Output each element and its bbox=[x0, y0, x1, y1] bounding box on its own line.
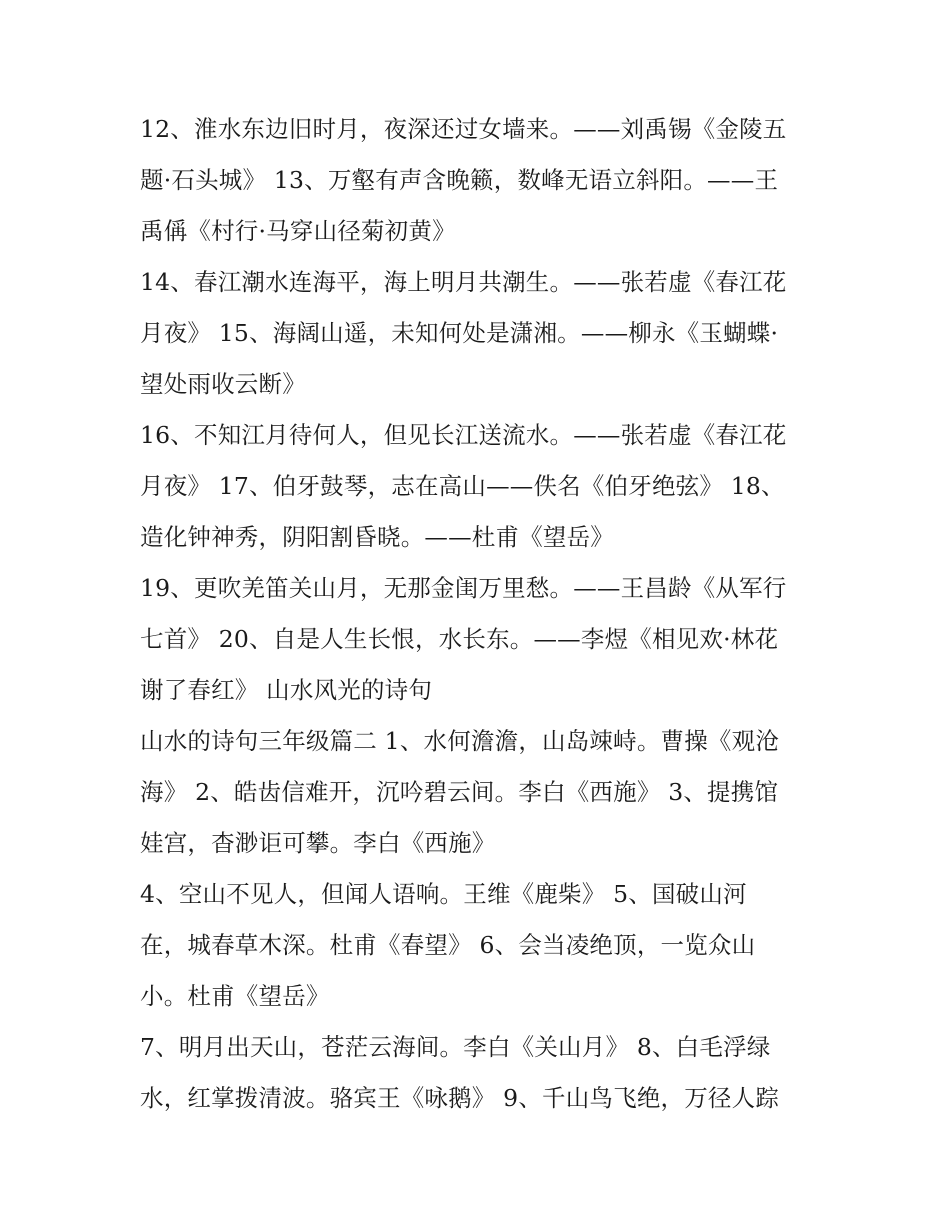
text-line: 14、春江潮水连海平，海上明月共潮生。——张若虚《春江花 bbox=[140, 268, 787, 296]
text-line: 谢了春红》 山水风光的诗句 bbox=[140, 676, 433, 704]
text-line: 4、空山不见人，但闻人语响。王维《鹿柴》 5、国破山河 bbox=[140, 880, 747, 908]
text-line: 题·石头城》 13、万壑有声含晚籁，数峰无语立斜阳。——王 bbox=[140, 166, 779, 194]
text-line: 望处雨收云断》 bbox=[140, 370, 306, 398]
text-line: 山水的诗句三年级篇二 1、水何澹澹，山岛竦峙。曹操《观沧 bbox=[140, 727, 780, 755]
text-line: 水，红掌拨清波。骆宾王《咏鹅》 9、千山鸟飞绝，万径人踪 bbox=[140, 1084, 780, 1112]
text-line: 16、不知江月待何人，但见长江送流水。——张若虚《春江花 bbox=[140, 421, 787, 449]
text-line: 月夜》 17、伯牙鼓琴，志在高山——佚名《伯牙绝弦》 18、 bbox=[140, 472, 785, 500]
text-line: 在，城春草木深。杜甫《春望》 6、会当凌绝顶，一览众山 bbox=[140, 931, 756, 959]
text-line: 7、明月出天山，苍茫云海间。李白《关山月》 8、白毛浮绿 bbox=[140, 1033, 771, 1061]
text-line: 娃宫，杳渺讵可攀。李白《西施》 bbox=[140, 829, 496, 857]
text-line: 小。杜甫《望岳》 bbox=[140, 982, 330, 1010]
text-line: 海》 2、皓齿信难开，沉吟碧云间。李白《西施》 3、提携馆 bbox=[140, 778, 779, 806]
document-body bbox=[140, 104, 820, 1124]
text-line: 12、淮水东边旧时月，夜深还过女墙来。——刘禹锡《金陵五 bbox=[140, 115, 787, 143]
text-line: 七首》 20、自是人生长恨，水长东。——李煜《相见欢·林花 bbox=[140, 625, 779, 653]
text-line: 19、更吹羌笛关山月，无那金闺万里愁。——王昌龄《从军行 bbox=[140, 574, 787, 602]
text-line: 造化钟神秀，阴阳割昏晓。——杜甫《望岳》 bbox=[140, 523, 614, 551]
text-line: 禹偁《村行·马穿山径菊初黄》 bbox=[140, 217, 456, 245]
text-line: 月夜》 15、海阔山遥，未知何处是潇湘。——柳永《玉蝴蝶· bbox=[140, 319, 779, 347]
